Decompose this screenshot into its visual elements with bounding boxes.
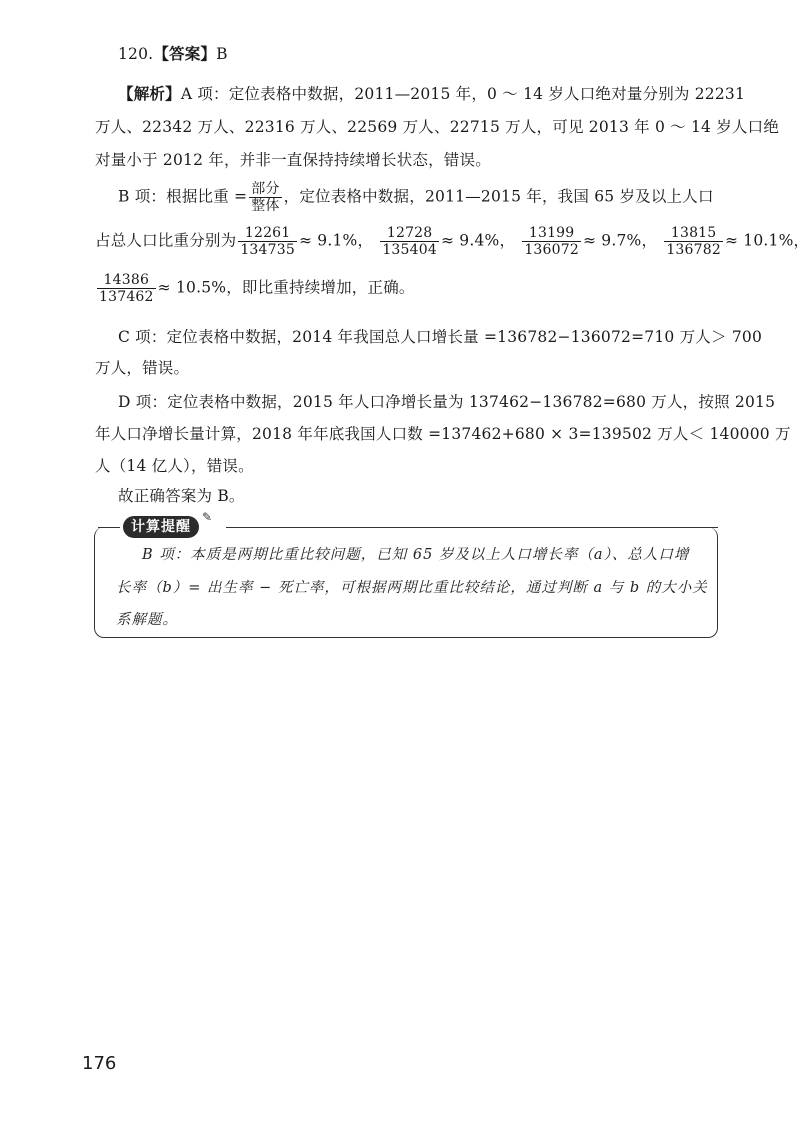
ratio-numerator: 14386 [97,272,156,289]
ratio-approx: ≈ 10.5%，即比重持续增加，正确。 [157,278,415,297]
c-item-line-2: 万人，错误。 [95,359,190,377]
ratio-numerator: 13815 [664,225,723,242]
ratio-numerator: 12728 [380,225,439,242]
formula-denominator: 整体 [251,198,280,214]
ratio-numerator: 13199 [522,225,581,242]
formula-numerator: 部分 [251,181,280,197]
d-item-line-3: 人（14 亿人），错误。 [95,457,254,475]
ratio-denominator: 135404 [382,242,437,258]
spark-icon: ✎ [202,510,213,524]
ratio-formula [249,181,281,214]
b-item-ratios-line-2 [95,272,415,305]
a-item-line-2: 万人、22342 万人、22316 万人、22569 万人、22715 万人，可见 2013 年 0 ～ 14 岁人口绝 [95,118,780,136]
tip-box-top-left [98,527,120,528]
b-item-suffix: ，定位表格中数据，2011—2015 年，我国 65 岁及以上人口 [283,187,714,206]
tip-line-2: 长率（b）= 出生率 − 死亡率，可根据两期比重比较结论，通过判断 a 与 b 的大小关 [116,580,708,596]
conclusion: 故正确答案为 B。 [118,487,245,505]
c-item-line-1: C 项：定位表格中数据，2014 年我国总人口增长量 =136782−136072=710 万人＞ 700 [118,328,763,346]
page-number: 176 [82,1053,117,1074]
ratio-approx: ≈ 10.1%， [724,231,809,250]
a-item-text-1: A 项：定位表格中数据，2011—2015 年，0 ～ 14 岁人口绝对量分别为 22231 [180,85,746,103]
ratio-intro: 占总人口比重分别为 [95,231,237,250]
a-item-line-1 [118,84,745,104]
tip-box-top-right [226,527,718,528]
question-number: 120. [118,45,154,63]
ratio-2013 [522,225,581,258]
ratio-approx: ≈ 9.7%， [582,231,658,250]
ratio-numerator: 12261 [238,225,297,242]
ratio-2014 [664,225,723,258]
a-item-line-3: 对量小于 2012 年，并非一直保持持续增长状态，错误。 [95,151,491,169]
tip-label: 计算提醒 [123,516,199,538]
d-item-line-2: 年人口净增长量计算，2018 年年底我国人口数 =137462+680 × 3=139502 万人＜ 140000 万 [95,425,791,443]
ratio-approx: ≈ 9.4%， [440,231,516,250]
ratio-denominator: 136072 [524,242,579,258]
b-item-ratios-line [95,225,809,258]
ratio-approx: ≈ 9.1%， [298,231,374,250]
tip-line-3: 系解题。 [116,612,178,628]
ratio-denominator: 137462 [99,289,154,305]
ratio-denominator: 134735 [240,242,295,258]
ratio-denominator: 136782 [666,242,721,258]
answer-line [118,44,228,64]
answer-value: B [216,45,228,63]
answer-tag: 【答案】 [153,44,217,63]
tip-line-1: B 项：本质是两期比重比较问题，已知 65 岁及以上人口增长率（a）、总人口增 [142,547,690,563]
d-item-line-1: D 项：定位表格中数据，2015 年人口净增长量为 137462−136782=680 万人，按照 2015 [118,393,776,411]
ratio-2011 [238,225,297,258]
analysis-tag: 【解析】 [118,84,181,103]
b-item-prefix: B 项：根据比重 = [118,187,248,206]
b-item-line-1 [118,181,714,214]
ratio-2012 [380,225,439,258]
ratio-2015 [97,272,156,305]
